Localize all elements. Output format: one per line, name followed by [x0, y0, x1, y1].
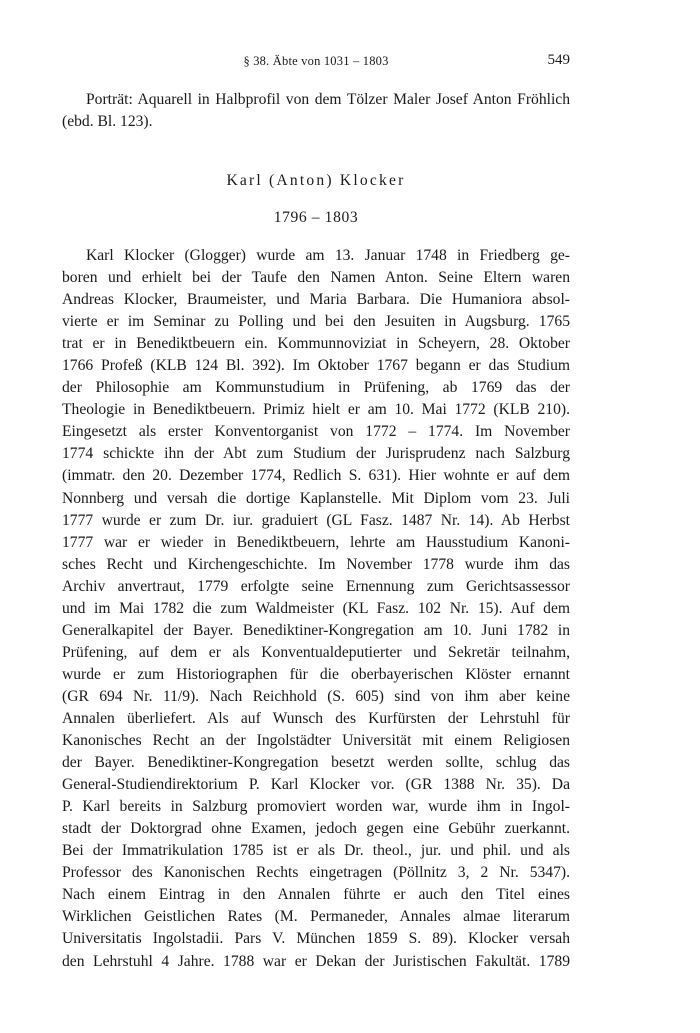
text-line: (immatr. den 20. Dezember 1774, Redlich S. 631). Hier wohnte er auf dem	[62, 467, 570, 485]
portrait-note: Porträt: Aquarell in Halbprofil von dem Tölzer Maler Josef Anton Fröhlich (ebd. Bl. 123).	[62, 91, 570, 130]
text-line: Annalen überliefert. Als auf Wunsch des Kurfürsten der Lehrstuhl für	[62, 709, 570, 727]
running-title: § 38. Äbte von 1031 – 1803	[243, 54, 389, 68]
text-line: trat er in Benediktbeuern ein. Kommunnoviziat in Scheyern, 28. Oktober	[62, 335, 570, 353]
text-line: und im Mai 1782 die zum Waldmeister (KL Fasz. 102 Nr. 15). Auf dem	[62, 599, 570, 617]
text-line: Andreas Klocker, Braumeister, und Maria Barbara. Die Humaniora absol-	[62, 291, 570, 309]
text-line: Karl Klocker (Glogger) wurde am 13. Januar 1748 in Friedberg ge-	[86, 247, 570, 264]
text-line: den Lehrstuhl 4 Jahre. 1788 war er Dekan der Juristischen Fakultät. 1789	[62, 952, 570, 970]
text-line: Generalkapitel der Bayer. Benediktiner-Kongregation am 10. Juni 1782 in	[62, 621, 570, 639]
text-line: Nach einem Eintrag in den Annalen führte er auch den Titel eines	[62, 886, 570, 904]
text-line: der Bayer. Benediktiner-Kongregation besetzt werden sollte, schlug das	[62, 754, 570, 772]
text-line: Professor des Kanonischen Rechts eingetragen (Pöllnitz 3, 2 Nr. 5347).	[62, 864, 570, 882]
text-line: Wirklichen Geistlichen Rates (M. Permaneder, Annales almae literarum	[62, 908, 570, 926]
text-line: der Philosophie am Kommunstudium in Prüfening, ab 1769 das der	[62, 379, 570, 397]
running-head	[62, 52, 570, 72]
text-line: Theologie in Benediktbeuern. Primiz hielt er am 10. Mai 1772 (KLB 210).	[62, 401, 570, 419]
text-line: sches Recht und Kirchengeschichte. Im November 1778 wurde ihm das	[62, 555, 570, 573]
text-line: 1766 Profeß (KLB 124 Bl. 392). Im Oktober 1767 begann er das Studium	[62, 357, 570, 375]
text-line: Universitatis Ingolstadii. Pars V. München 1859 S. 89). Klocker versah	[62, 930, 570, 948]
text-line: Eingesetzt als erster Konventorganist von 1772 – 1774. Im November	[62, 423, 570, 441]
text-line: Prüfening, auf dem er als Konventualdeputierter und Sekretär teilnahm,	[62, 643, 570, 661]
text-line: 1777 war er wieder in Benediktbeuern, lehrte am Hausstudium Kanoni-	[62, 533, 570, 551]
text-line: stadt der Doktorgrad ohne Examen, jedoch gegen eine Gebühr zuerkannt.	[62, 820, 570, 838]
text-line: boren und erhielt bei der Taufe den Namen Anton. Seine Eltern waren	[62, 269, 570, 287]
text-line: Kanonisches Recht an der Ingolstädter Universität mit einem Religiosen	[62, 732, 570, 750]
page-number: 549	[547, 52, 570, 68]
text-line: wurde er zum Historiographen für die oberbayerischen Klöster ernannt	[62, 665, 570, 683]
text-line: 1777 wurde er zum Dr. iur. graduiert (GL Fasz. 1487 Nr. 14). Ab Herbst	[62, 511, 570, 529]
text-line: (GR 694 Nr. 11/9). Nach Reichhold (S. 605) sind von ihm aber keine	[62, 687, 570, 705]
text-line: vierte er im Seminar zu Polling und bei den Jesuiten in Augsburg. 1765	[62, 313, 570, 331]
text-line: Archiv anvertraut, 1779 erfolgte seine Ernennung zum Gerichtsassessor	[62, 577, 570, 595]
biography-paragraph	[62, 245, 570, 973]
entry-years: 1796 – 1803	[273, 209, 359, 226]
entry-heading: Karl (Anton) Klocker	[226, 172, 406, 189]
text-line: General-Studiendirektorium P. Karl Klocker vor. (GR 1388 Nr. 35). Da	[62, 776, 570, 794]
text-line: P. Karl bereits in Salzburg promoviert worden war, wurde ihm in Ingol-	[62, 798, 570, 816]
text-line: Nonnberg und versah die dortige Kaplanstelle. Mit Diplom vom 23. Juli	[62, 489, 570, 507]
text-line: Bei der Immatrikulation 1785 ist er als Dr. theol., jur. und phil. und als	[62, 842, 570, 860]
text-line: 1774 schickte ihn der Abt zum Studium der Jurisprudenz nach Salzburg	[62, 445, 570, 463]
